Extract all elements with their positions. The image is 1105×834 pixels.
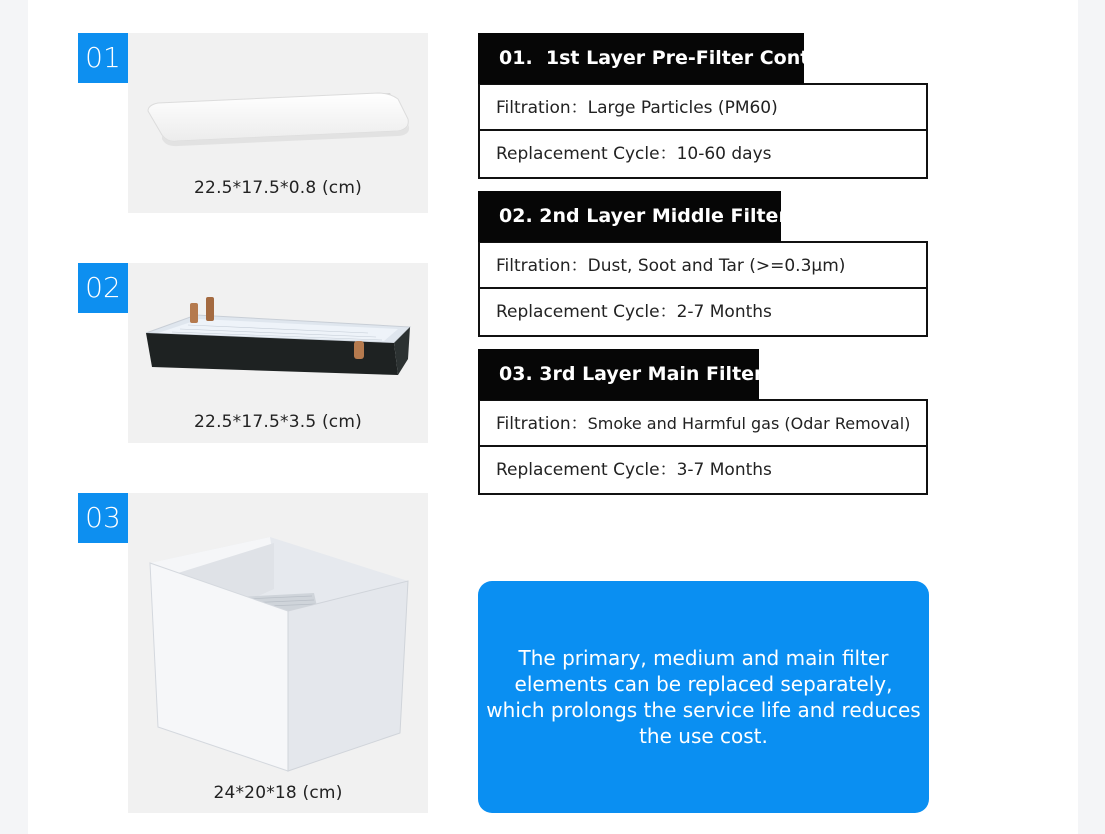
filtration-row <box>478 399 928 447</box>
filter-size-label: 24*20*18 (cm) <box>213 783 343 803</box>
filter-image-panel-3 <box>128 493 428 813</box>
filtration-value: Large Particles (PM60) <box>587 98 778 118</box>
filter-image-panel-1 <box>128 33 428 213</box>
filter-size-label: 22.5*17.5*0.8 (cm) <box>194 178 362 198</box>
main-filter-box-image <box>128 493 428 813</box>
filtration-value: Dust, Soot and Tar (>=0.3μm) <box>587 256 846 276</box>
filter-spec-block-2 <box>478 191 928 337</box>
filter-title: 01. 1st Layer Pre-Filter Contton <box>478 33 804 84</box>
filtration-row <box>478 83 928 131</box>
filtration-label: Filtration： <box>496 98 588 118</box>
replacement-cycle-label: Replacement Cycle： <box>496 460 677 480</box>
replacement-cycle-value: 2-7 Months <box>676 302 772 322</box>
filtration-label: Filtration： <box>496 256 588 276</box>
replacement-cycle-label: Replacement Cycle： <box>496 144 677 164</box>
filter-spec-block-3 <box>478 349 928 495</box>
filter-image-panel-2 <box>128 263 428 443</box>
filtration-label: Filtration： <box>496 414 588 434</box>
filter-number-badge-1: 01 <box>78 33 128 83</box>
filtration-row <box>478 241 928 289</box>
info-callout-text: The primary, medium and main filter elements can be replaced separately, which prolongs the service life and reduces the use cost. <box>486 646 921 748</box>
info-callout-box <box>478 581 929 813</box>
filter-title: 03. 3rd Layer Main Filter <box>478 349 759 400</box>
filtration-value: Smoke and Harmful gas (Odar Removal) <box>587 414 911 433</box>
replacement-cycle-row <box>478 131 928 179</box>
filter-number-badge-3: 03 <box>78 493 128 543</box>
filter-size-label: 22.5*17.5*3.5 (cm) <box>194 412 362 432</box>
replacement-cycle-row <box>478 447 928 495</box>
replacement-cycle-value: 10-60 days <box>676 144 772 164</box>
filter-number-badge-2: 02 <box>78 263 128 313</box>
replacement-cycle-row <box>478 289 928 337</box>
filter-title: 02. 2nd Layer Middle Filter <box>478 191 781 242</box>
replacement-cycle-value: 3-7 Months <box>676 460 772 480</box>
filter-spec-block-1 <box>478 33 928 179</box>
replacement-cycle-label: Replacement Cycle： <box>496 302 677 322</box>
right-margin-band <box>1078 0 1105 834</box>
left-margin-band <box>0 0 28 834</box>
